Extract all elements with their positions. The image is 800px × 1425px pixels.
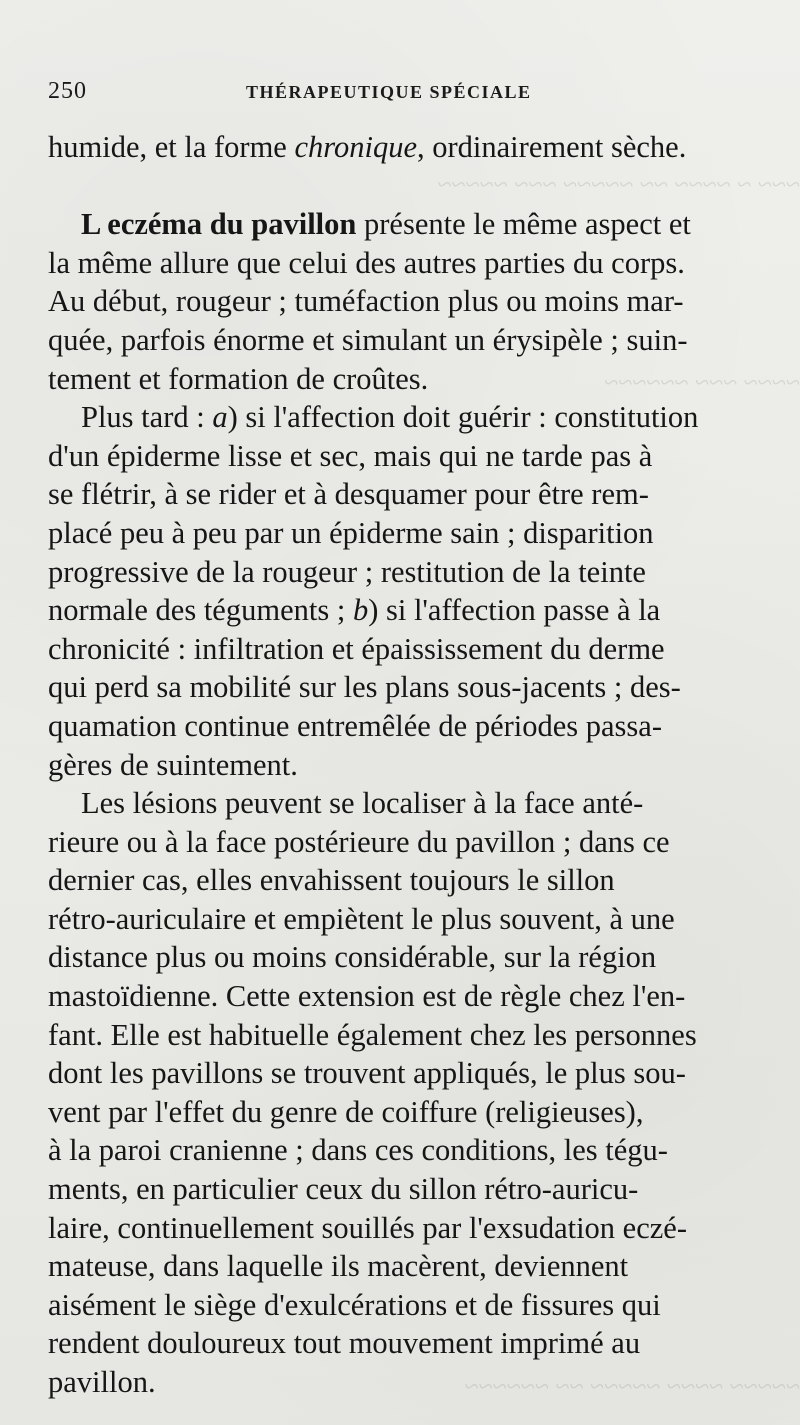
text-line: progressive de la rougeur ; restitution de la teinte — [48, 554, 646, 589]
text-line: rendent douloureux tout mouvement imprimé au — [48, 1326, 641, 1361]
text-line: chronicité : infiltration et épaississement du derme — [48, 631, 665, 666]
text-line: quée, parfois énorme et simulant un érysipèle ; suin- — [48, 322, 688, 357]
text-line: Au début, rougeur ; tuméfaction plus ou moins mar- — [48, 284, 684, 319]
text-line: à la paroi cranienne ; dans ces conditions, les tégu- — [48, 1133, 668, 1168]
text-line: dont les pavillons se trouvent appliqués, le plus sou- — [48, 1056, 686, 1091]
line-start: humide, et la forme — [48, 130, 295, 164]
enumeration-letter: b — [352, 593, 369, 628]
text-line: aisément le siège d'exulcérations et de fissures qui — [48, 1287, 661, 1322]
text-line: pavillon. — [48, 1365, 156, 1399]
text-line: quamation continue entremêlée de périodes passa- — [48, 708, 662, 743]
running-title: THÉRAPEUTIQUE SPÉCIALE — [246, 82, 532, 102]
page-header — [48, 78, 754, 114]
text-line: placé peu à peu par un épiderme sain ; disparition — [48, 515, 654, 550]
text-line: la même allure que celui des autres parties du corps. — [48, 245, 685, 280]
text-line: laire, continuellement souillés par l'exsudation eczé- — [48, 1210, 687, 1245]
section-heading-line — [48, 205, 753, 244]
line-end: , ordinairement sèche. — [417, 130, 687, 164]
text-line: qui perd sa mobilité sur les plans sous-jacents ; des- — [48, 670, 681, 705]
text-line — [48, 128, 753, 167]
section-heading: L eczéma du pavillon — [81, 207, 357, 242]
text-line: mateuse, dans laquelle ils macèrent, deviennent — [48, 1249, 629, 1284]
text-line: gères de suintement. — [48, 747, 298, 782]
paragraph-gap — [48, 167, 753, 206]
text-line: Les lésions peuvent se localiser à la face anté- — [81, 786, 644, 821]
text-line: tement et formation de croûtes. — [48, 361, 429, 396]
text-line: d'un épiderme lisse et sec, mais qui ne tarde pas à — [48, 438, 653, 473]
bleed-through-text: ~~~ ~ ~~~~ ~~ ~~~~~ ~~~ ~~~~~ — [437, 170, 800, 199]
heading-line-rest: présente le même aspect et — [356, 207, 691, 242]
text-line: se flétrir, à se rider et à desquamer pour être rem- — [48, 477, 649, 512]
text-line: mastoïdienne. Cette extension est de règle chez l'en- — [48, 979, 686, 1014]
text-line: fant. Elle est habituelle également chez les personnes — [48, 1017, 697, 1052]
enumeration-letter: a — [212, 400, 228, 435]
line-text — [48, 128, 686, 167]
line-text — [81, 205, 691, 244]
line-end: ) si l'affection doit guérir : constitution — [227, 400, 699, 435]
text-line: vent par l'effet du genre de coiffure (religieuses), — [48, 1094, 644, 1129]
bleed-through-text: ~~~~ ~~~ ~~~~~~ — [604, 368, 800, 397]
emphasis-word: chronique — [294, 130, 418, 164]
line-start: normale des téguments ; — [48, 593, 353, 628]
text-line — [48, 398, 753, 437]
line-text — [48, 591, 660, 630]
line-text — [81, 398, 698, 437]
bleed-through-text: ~~~~~ ~~~~ ~~~~~ ~~ ~~~~~~ — [464, 1372, 800, 1401]
line-start: Plus tard : — [81, 400, 213, 435]
text-line — [48, 591, 753, 630]
body-text — [48, 128, 753, 1402]
line-end: ) si l'affection passe à la — [368, 593, 661, 628]
text-line: distance plus ou moins considérable, sur la région — [48, 940, 657, 975]
text-line: rétro-auriculaire et empiètent le plus souvent, à une — [48, 901, 675, 936]
text-line: ments, en particulier ceux du sillon rétro-auricu- — [48, 1172, 639, 1207]
page-number: 250 — [48, 78, 87, 104]
text-line: dernier cas, elles envahissent toujours le sillon — [48, 863, 615, 898]
text-line: rieure ou à la face postérieure du pavillon ; dans ce — [48, 824, 670, 859]
